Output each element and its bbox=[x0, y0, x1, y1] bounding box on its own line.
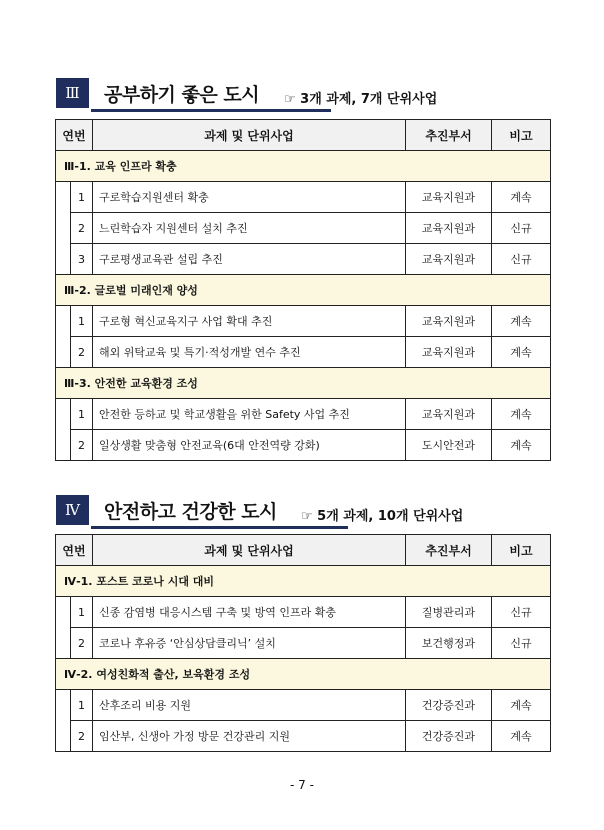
row-task: 신종 감염병 대응시스템 구축 및 방역 인프라 확충 bbox=[93, 597, 406, 628]
section-numeral: Ⅳ bbox=[56, 495, 89, 525]
plan-table bbox=[55, 534, 551, 752]
row-number: 2 bbox=[71, 430, 93, 461]
row-note: 계속 bbox=[492, 337, 551, 368]
section-title: 안전하고 건강한 도시 bbox=[104, 501, 277, 523]
col-header-task: 과제 및 단위사업 bbox=[93, 535, 406, 566]
col-header-task: 과제 및 단위사업 bbox=[93, 120, 406, 151]
group-row bbox=[56, 368, 551, 399]
group-row bbox=[56, 275, 551, 306]
section-header bbox=[56, 78, 556, 112]
table-header-row bbox=[56, 535, 551, 566]
row-dept: 건강증진과 bbox=[406, 721, 492, 752]
table-row bbox=[56, 430, 551, 461]
col-header-dept: 추진부서 bbox=[406, 120, 492, 151]
row-number: 2 bbox=[71, 213, 93, 244]
plan-table bbox=[55, 119, 551, 461]
section-underline bbox=[91, 526, 348, 529]
row-dept: 건강증진과 bbox=[406, 690, 492, 721]
group-row bbox=[56, 566, 551, 597]
row-task: 구로평생교육관 설립 추진 bbox=[93, 244, 406, 275]
row-dept: 질병관리과 bbox=[406, 597, 492, 628]
group-title: Ⅲ-3. 안전한 교육환경 조성 bbox=[56, 368, 551, 399]
page-number: - 7 - bbox=[290, 778, 314, 792]
table-row bbox=[56, 306, 551, 337]
section-title: 공부하기 좋은 도시 bbox=[104, 84, 260, 106]
row-number: 1 bbox=[71, 399, 93, 430]
row-dept: 교육지원과 bbox=[406, 337, 492, 368]
table-row bbox=[56, 244, 551, 275]
section-numeral: Ⅲ bbox=[56, 78, 89, 108]
group-title: Ⅲ-1. 교육 인프라 확충 bbox=[56, 151, 551, 182]
row-note: 계속 bbox=[492, 306, 551, 337]
table-row bbox=[56, 337, 551, 368]
row-dept: 교육지원과 bbox=[406, 213, 492, 244]
row-task: 안전한 등하교 및 학교생활을 위한 Safety 사업 추진 bbox=[93, 399, 406, 430]
row-dept: 교육지원과 bbox=[406, 244, 492, 275]
row-note: 신규 bbox=[492, 597, 551, 628]
row-dept: 교육지원과 bbox=[406, 399, 492, 430]
row-note: 신규 bbox=[492, 213, 551, 244]
table-row bbox=[56, 628, 551, 659]
row-task: 일상생활 맞춤형 안전교육(6대 안전역량 강화) bbox=[93, 430, 406, 461]
row-dept: 교육지원과 bbox=[406, 306, 492, 337]
row-note: 계속 bbox=[492, 182, 551, 213]
col-header-no: 연번 bbox=[56, 535, 93, 566]
section-summary: ☞ 5개 과제, 10개 단위사업 bbox=[301, 509, 464, 524]
table-row bbox=[56, 721, 551, 752]
row-note: 계속 bbox=[492, 430, 551, 461]
row-task: 해외 위탁교육 및 특기·적성개발 연수 추진 bbox=[93, 337, 406, 368]
row-note: 계속 bbox=[492, 721, 551, 752]
row-task: 임산부, 신생아 가정 방문 건강관리 지원 bbox=[93, 721, 406, 752]
table-row bbox=[56, 213, 551, 244]
group-title: Ⅳ-2. 여성친화적 출산, 보육환경 조성 bbox=[56, 659, 551, 690]
table-row bbox=[56, 597, 551, 628]
row-number: 2 bbox=[71, 337, 93, 368]
group-row bbox=[56, 659, 551, 690]
row-dept: 도시안전과 bbox=[406, 430, 492, 461]
row-number: 2 bbox=[71, 628, 93, 659]
section-header bbox=[56, 495, 556, 529]
row-number: 2 bbox=[71, 721, 93, 752]
table-row bbox=[56, 399, 551, 430]
row-dept: 보건행정과 bbox=[406, 628, 492, 659]
row-task: 구로학습지원센터 확충 bbox=[93, 182, 406, 213]
row-number: 1 bbox=[71, 306, 93, 337]
table-row bbox=[56, 690, 551, 721]
row-note: 신규 bbox=[492, 628, 551, 659]
row-number: 1 bbox=[71, 690, 93, 721]
row-note: 계속 bbox=[492, 399, 551, 430]
section-underline bbox=[91, 109, 331, 112]
row-task: 구로형 혁신교육지구 사업 확대 추진 bbox=[93, 306, 406, 337]
row-number: 1 bbox=[71, 597, 93, 628]
row-dept: 교육지원과 bbox=[406, 182, 492, 213]
col-header-note: 비고 bbox=[492, 535, 551, 566]
col-header-note: 비고 bbox=[492, 120, 551, 151]
row-note: 계속 bbox=[492, 690, 551, 721]
row-number: 3 bbox=[71, 244, 93, 275]
row-task: 느린학습자 지원센터 설치 추진 bbox=[93, 213, 406, 244]
col-header-no: 연번 bbox=[56, 120, 93, 151]
col-header-dept: 추진부서 bbox=[406, 535, 492, 566]
row-task: 산후조리 비용 지원 bbox=[93, 690, 406, 721]
row-note: 신규 bbox=[492, 244, 551, 275]
group-title: Ⅳ-1. 포스트 코로나 시대 대비 bbox=[56, 566, 551, 597]
group-title: Ⅲ-2. 글로벌 미래인재 양성 bbox=[56, 275, 551, 306]
table-header-row bbox=[56, 120, 551, 151]
row-task: 코로나 후유증 ‘안심상담클리닉’ 설치 bbox=[93, 628, 406, 659]
table-row bbox=[56, 182, 551, 213]
group-row bbox=[56, 151, 551, 182]
row-number: 1 bbox=[71, 182, 93, 213]
section-summary: ☞ 3개 과제, 7개 단위사업 bbox=[284, 92, 438, 107]
